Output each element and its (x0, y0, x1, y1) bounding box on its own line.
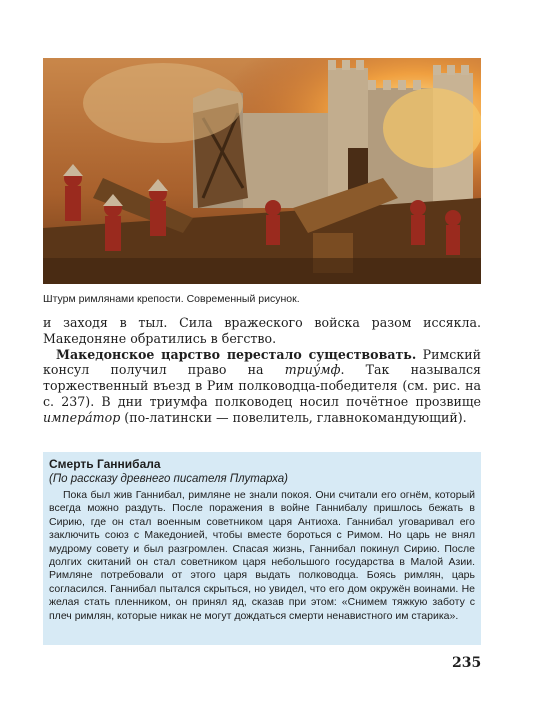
box-title: Смерть Ганнибала (49, 457, 161, 471)
box-subtitle: (По рассказу древнего писателя Плутарха) (49, 473, 288, 485)
term-imperator: импера́тор (43, 409, 121, 425)
paragraph-2-part-b: . Так назывался торжественный въезд в Рим полководца-победителя (см. рис. на с. 237). В дни триумфа полководец носил почётное прозвище (43, 362, 481, 409)
key-statement: Македонское царство перестало существовать. (56, 346, 417, 362)
illustration-caption: Штурм римлянами крепости. Современный рисунок. (43, 293, 300, 305)
siege-painting (43, 58, 481, 284)
page-number: 235 (452, 655, 482, 671)
term-triumph: триу́мф (284, 362, 341, 378)
paragraph-2-part-a: Римский консул получил право на (43, 346, 481, 378)
main-text (43, 315, 481, 426)
sidebar-box-hannibal (43, 452, 481, 645)
paragraph-2 (43, 347, 481, 426)
box-text: Пока был жив Ганнибал, римляне не знали покоя. Они считали его огнём, который всегда можно раздуть. После поражения в войне Ганнибалу пришлось бежать в Сирию, где он стал военным советником царя Антиоха. Ганнибал уговаривал его заключить союз с Македонией, чтобы вместе бороться с Римом. Но царь не внял мудрому совету и был разгромлен. Спасая жизнь, Ганнибал покинул Сирию. После долгих скитаний он стал советником царя небольшого государства в Малой Азии. Римляне потребовали от этого царя выдать полководца. Боясь римлян, царь согласился. Ганнибал пытался скрыться, но увидел, что его дом окружён воинами. Не желая стать пленником, он принял яд, сказав при этом: «Снимем тяжкую заботу с плеч римлян, которые никак не могут дождаться смерти ненавистного им старика». (49, 489, 475, 622)
siege-illustration (43, 58, 481, 284)
paragraph-2-part-c: (по-латински — повелитель, главнокомандующий). (120, 409, 467, 425)
paragraph-1: и заходя в тыл. Сила вражеского войска разом иссякла. Македоняне обратились в бегство. (43, 315, 481, 346)
